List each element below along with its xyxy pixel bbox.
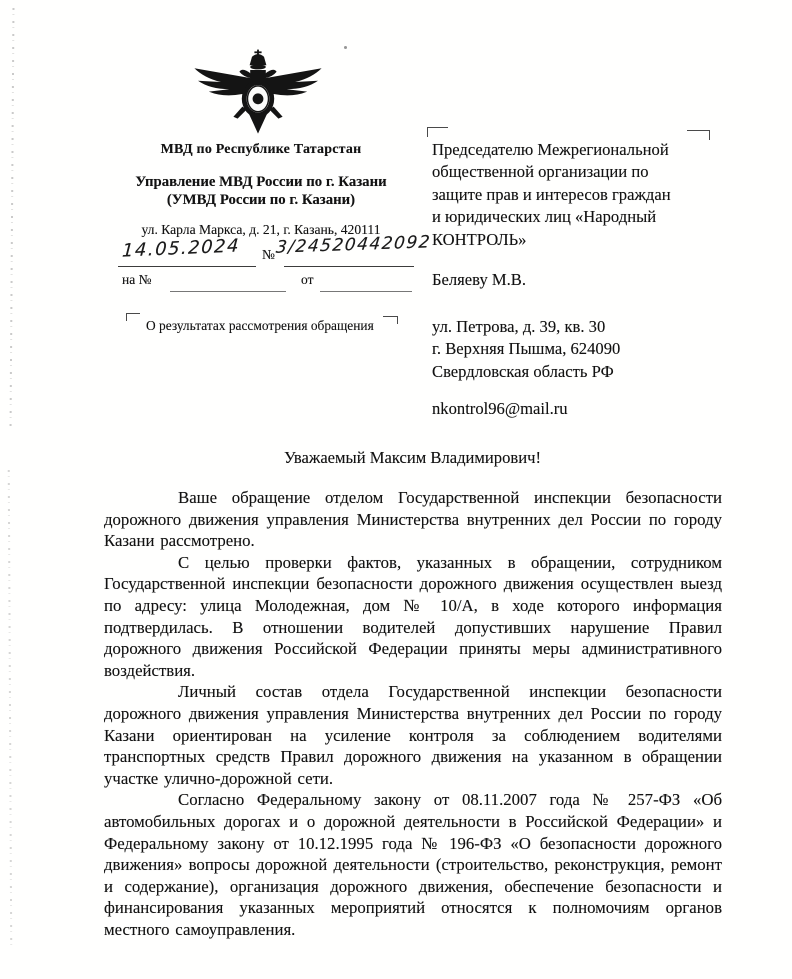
scan-edge-artifact xyxy=(10,8,15,428)
org-name-abbr: (УМВД России по г. Казани) xyxy=(166,192,356,208)
recipient-address-line: Свердловская область РФ xyxy=(432,361,614,381)
scan-edge-artifact xyxy=(8,470,13,950)
handwritten-outgoing-number: 3/24520442092 xyxy=(274,232,433,258)
corner-mark-top-left xyxy=(427,127,448,137)
subject-line xyxy=(126,308,398,342)
org-name-main: Управление МВД России по г. Казани xyxy=(135,174,387,190)
recipient-org-line: КОНТРОЛЬ» xyxy=(432,229,527,249)
date-underline xyxy=(118,266,256,267)
recipient-address-line: г. Верхняя Пышма, 624090 xyxy=(432,339,621,359)
mvd-eagle-emblem-icon xyxy=(192,48,324,140)
scan-speck xyxy=(344,46,347,49)
recipient-org-line: и юридических лиц «Народный xyxy=(432,207,657,227)
corner-mark-left xyxy=(126,313,140,321)
recipient-org-line: общественной организации по xyxy=(432,162,649,182)
handwritten-date: 14.05.2024 xyxy=(121,235,241,262)
corner-mark-right xyxy=(383,316,398,324)
body-paragraph: Личный состав отдела Государственной инспекции безопасности дорожного движения управления Министерства внутренних дел России по городу Казани ориентирован на усиление контроля за соблюдением водителями транспортных средств Правил дорожного движения на указанном в обращении участке улично-дорожной сети. xyxy=(104,682,722,788)
reply-date-underline xyxy=(320,291,412,292)
recipient-name: Беляеву М.В. xyxy=(432,270,527,290)
salutation: Уважаемый Максим Владимирович! xyxy=(284,448,541,467)
corner-mark-top-right xyxy=(687,130,710,140)
subject-text: О результатах рассмотрения обращения xyxy=(146,318,374,333)
recipient-org-line: Председателю Межрегиональной xyxy=(432,140,669,159)
number-sign-label: № xyxy=(262,247,275,262)
body-paragraph: С целью проверки фактов, указанных в обращении, сотрудником Государственной инспекции безопасности дорожного движения осуществлен выезд по адресу: улица Молодежная, дом № 10/А, в ходе которого информация подтвердилась. В отношении водителей допустивших нарушение Правил дорожного движения Российской Федерации приняты меры административного воздействия. xyxy=(104,552,722,680)
letterhead xyxy=(96,142,426,238)
letter-body xyxy=(104,487,722,940)
reply-number-underline xyxy=(170,291,286,292)
recipient-address-line: ул. Петрова, д. 39, кв. 30 xyxy=(432,317,606,337)
body-paragraph: Согласно Федеральному закону от 08.11.2007 года № 257-ФЗ «Об автомобильных дорогах и о дорожной деятельности в Российской Федерации» и Федеральному закону от 10.12.1995 года № 196-ФЗ «О безопасности дорожного движения» вопросы дорожной деятельности (строительство, реконструкция, ремонт и содержание), организация дорожного движения, обеспечение безопасности и финансирования указанных мероприятий относятся к полномочиям органов местного самоуправления. xyxy=(104,790,722,939)
number-underline xyxy=(284,266,414,267)
reply-date-label: от xyxy=(301,272,314,287)
reference-block xyxy=(118,232,433,300)
recipient-email: nkontrol96@mail.ru xyxy=(432,399,568,419)
recipient-address xyxy=(432,316,724,383)
body-paragraph: Ваше обращение отделом Государственной инспекции безопасности дорожного движения управления Министерства внутренних дел России по городу Казани рассмотрено. xyxy=(104,488,722,551)
org-address: ул. Карла Маркса, д. 21, г. Казань, 420111 xyxy=(141,222,381,237)
recipient-block xyxy=(432,126,724,419)
reply-to-number-label: на № xyxy=(122,272,152,287)
recipient-organization xyxy=(432,139,724,251)
recipient-org-line: защите прав и интересов граждан xyxy=(432,184,671,204)
org-name-republic: МВД по Республике Татарстан xyxy=(160,142,362,157)
